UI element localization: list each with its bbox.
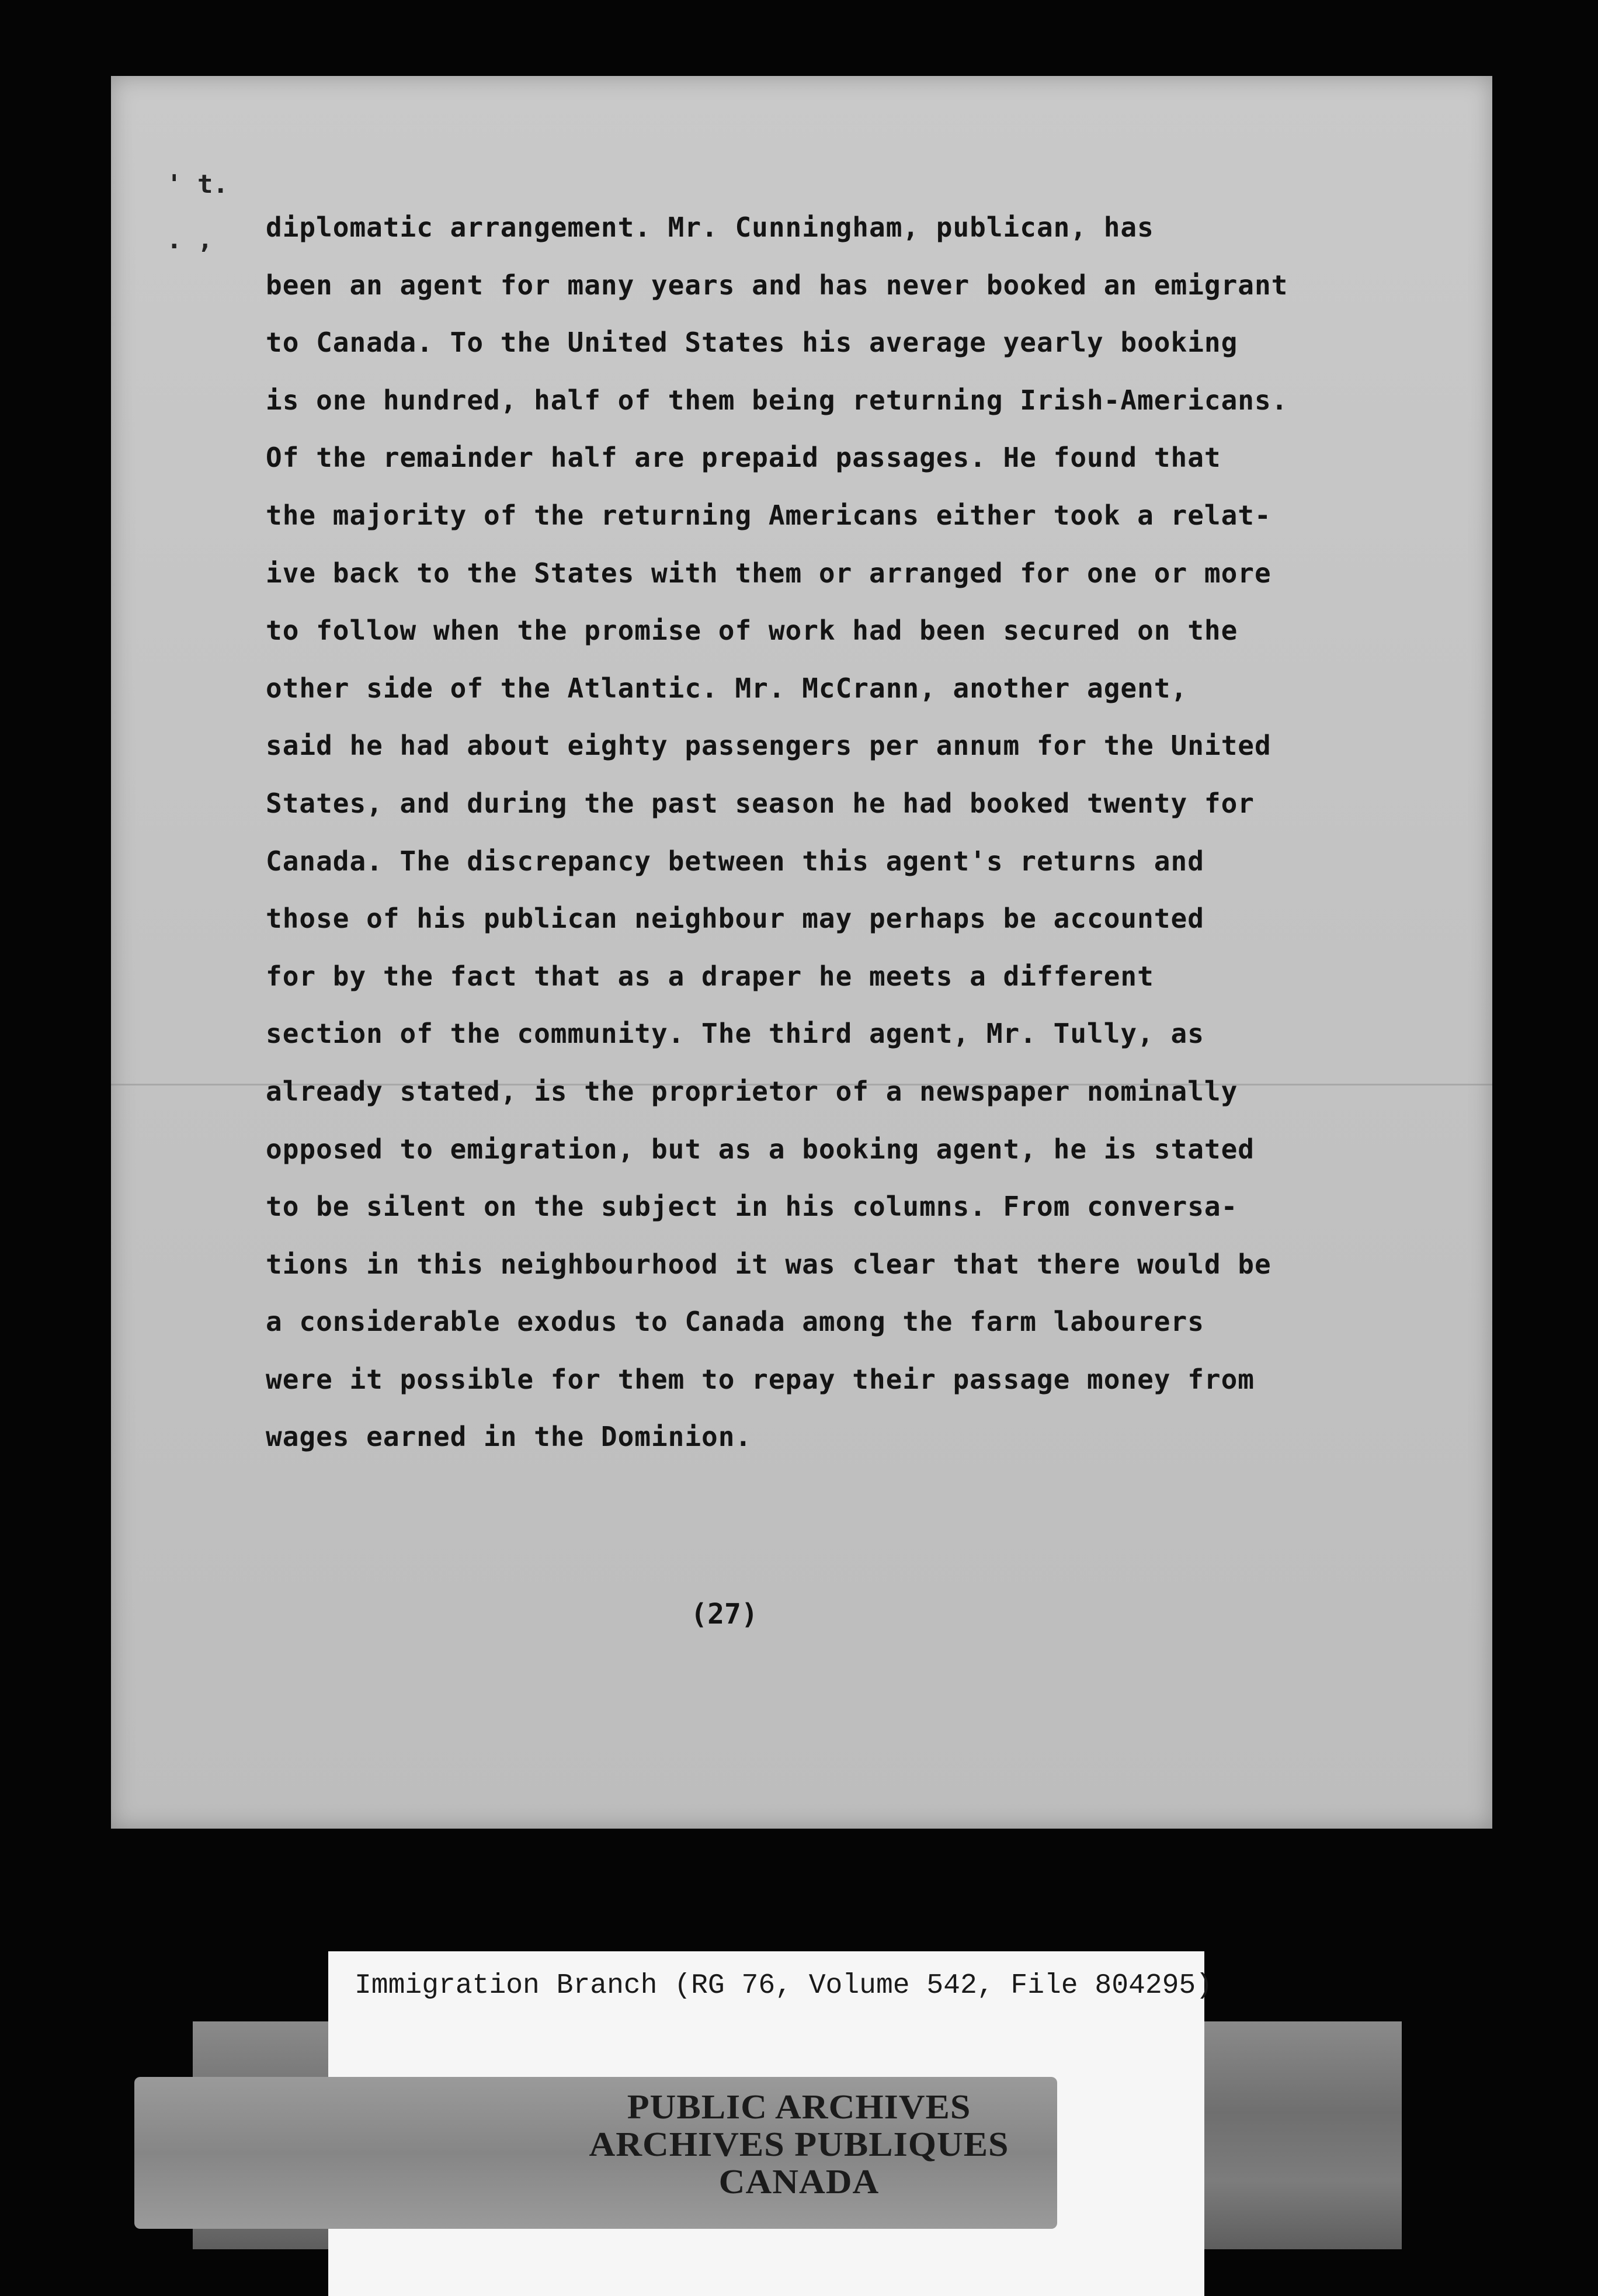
stamp-line-french: ARCHIVES PUBLIQUES [589, 2125, 1009, 2164]
typed-text-block [266, 199, 1469, 1466]
stamp-line-country: CANADA [718, 2163, 880, 2201]
text-line: diplomatic arrangement. Mr. Cunningham, publican, has [266, 211, 1154, 243]
text-line: to be silent on the subject in his columns. From conversa- [266, 1191, 1238, 1223]
text-line: Of the remainder half are prepaid passages. He found that [266, 442, 1221, 474]
text-line: Canada. The discrepancy between this agent's returns and [266, 845, 1204, 877]
stamp-line-english: PUBLIC ARCHIVES [627, 2088, 971, 2127]
page-number: (27) [690, 1598, 758, 1631]
text-line: to follow when the promise of work had been secured on the [266, 615, 1238, 647]
text-line: a considerable exodus to Canada among the farm labourers [266, 1306, 1204, 1338]
text-line: already stated, is the proprietor of a newspaper nominally [266, 1075, 1238, 1107]
text-line: the majority of the returning Americans either took a relat- [266, 499, 1272, 531]
text-line: for by the fact that as a draper he meets a different [266, 960, 1154, 992]
text-line: section of the community. The third agent, Mr. Tully, as [266, 1018, 1204, 1050]
archive-reference-label: Immigration Branch (RG 76, Volume 542, File 804295) [355, 1970, 1213, 2002]
text-line: said he had about eighty passengers per annum for the United [266, 730, 1272, 762]
text-line: those of his publican neighbour may perhaps be accounted [266, 903, 1204, 935]
public-archives-stamp [0, 2089, 1598, 2201]
text-line: been an agent for many years and has never booked an emigrant [266, 269, 1288, 301]
text-line: is one hundred, half of them being returning Irish-Americans. [266, 384, 1288, 416]
text-line: to Canada. To the United States his average yearly booking [266, 327, 1238, 359]
text-line: other side of the Atlantic. Mr. McCrann, another agent, [266, 672, 1188, 704]
text-line: were it possible for them to repay their passage money from [266, 1363, 1255, 1395]
margin-mark-bottom: . , [166, 225, 213, 255]
text-line: tions in this neighbourhood it was clear that there would be [266, 1248, 1272, 1280]
text-line: wages earned in the Dominion. [266, 1421, 752, 1453]
text-line: opposed to emigration, but as a booking agent, he is stated [266, 1133, 1255, 1165]
margin-mark-top: ' t. [166, 169, 228, 199]
text-line: States, and during the past season he had booked twenty for [266, 787, 1255, 819]
text-line: ive back to the States with them or arranged for one or more [266, 557, 1272, 589]
